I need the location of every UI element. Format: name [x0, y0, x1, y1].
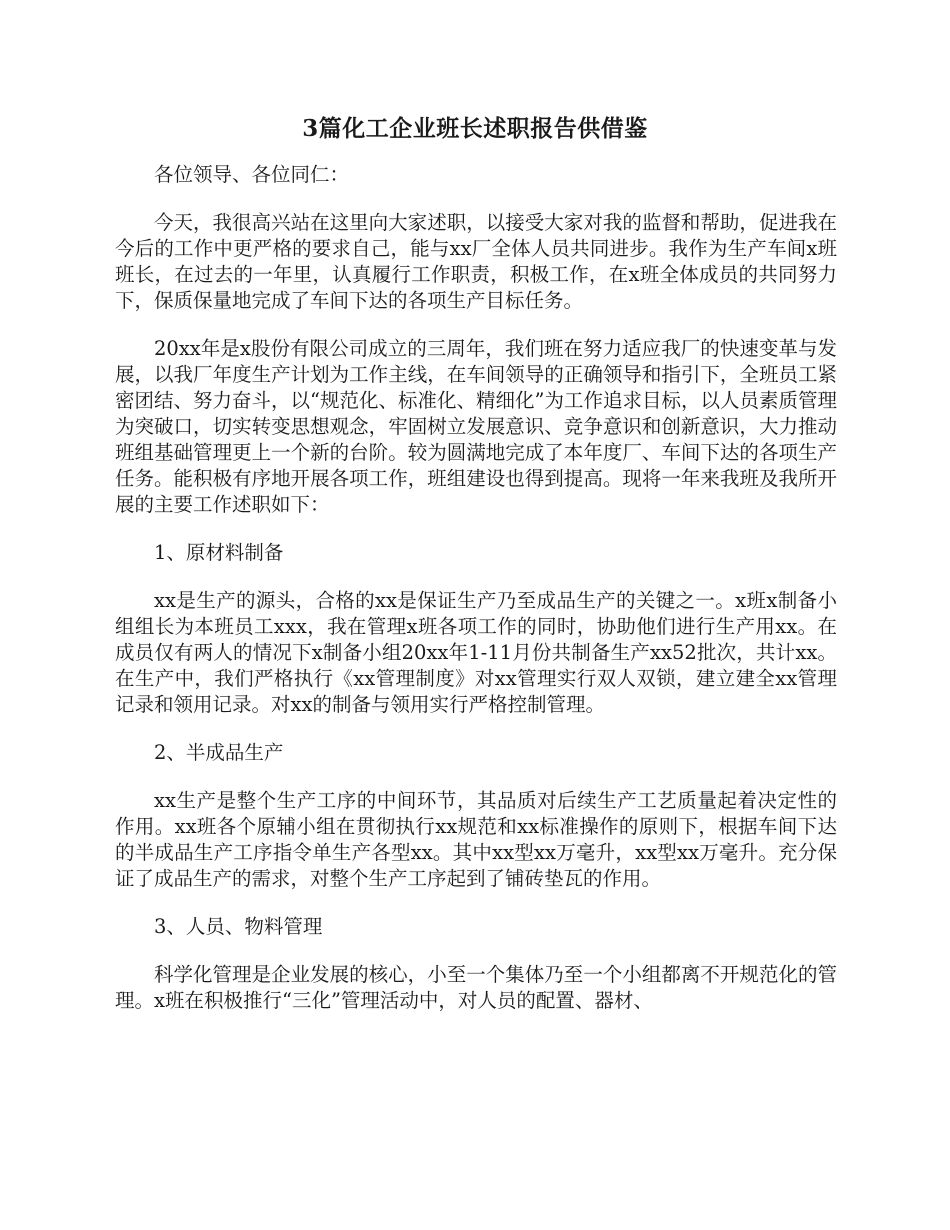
section-heading-semi-finished: 2、半成品生产 [154, 741, 284, 764]
document-body [115, 162, 837, 1036]
document-title: 3篇化工企业班长述职报告供借鉴 [302, 115, 648, 142]
greeting-paragraph: 各位领导、各位同仁： [154, 163, 350, 186]
body-paragraph-semi-finished: xx生产是整个生产工序的中间环节，其品质对后续生产工艺质量起着决定性的作用。xx班各个原辅小组在贯彻执行xx规范和xx标准操作的原则下，根据车间下达的半成品生产工序指令单生产各型xx。其中xx型xx万毫升，xx型xx万毫升。充分保证了成品生产的需求，对整个生产工序起到了铺砖垫瓦的作用。 [115, 789, 837, 890]
body-paragraph-intro: 今天，我很高兴站在这里向大家述职，以接受大家对我的监督和帮助，促进我在今后的工作中更严格的要求自己，能与xx厂全体人员共同进步。我作为生产车间x班班长，在过去的一年里，认真履行工作职责，积极工作，在x班全体成员的共同努力下，保质保量地完成了车间下达的各项生产目标任务。 [115, 211, 837, 312]
section-heading-raw-materials: 1、原材料制备 [154, 541, 284, 564]
body-paragraph-overview: 20xx年是x股份有限公司成立的三周年，我们班在努力适应我厂的快速变革与发展，以我厂年度生产计划为工作主线，在车间领导的正确领导和指引下，全班员工紧密团结、努力奋斗，以“规范化、标准化、精细化”为工作追求目标，以人员素质管理为突破口，切实转变思想观念，牢固树立发展意识、竞争意识和创新意识，大力推动班组基础管理更上一个新的台阶。较为圆满地完成了本年度厂、车间下达的各项生产任务。能积极有序地开展各项工作，班组建设也得到提高。现将一年来我班及我所开展的主要工作述职如下： [115, 337, 837, 516]
body-paragraph-raw-materials: xx是生产的源头，合格的xx是保证生产乃至成品生产的关键之一。x班x制备小组组长为本班员工xxx，我在管理x班各项工作的同时，协助他们进行生产用xx。在成员仅有两人的情况下x制备小组20xx年1-11月份共制备生产xx52批次，共计xx。在生产中，我们严格执行《xx管理制度》对xx管理实行双人双锁，建立建全xx管理记录和领用记录。对xx的制备与领用实行严格控制管理。 [115, 589, 837, 716]
body-paragraph-personnel: 科学化管理是企业发展的核心，小至一个集体乃至一个小组都离不开规范化的管理。x班在积极推行“三化”管理活动中，对人员的配置、器材、 [115, 963, 837, 1012]
section-heading-personnel: 3、人员、物料管理 [154, 915, 323, 938]
